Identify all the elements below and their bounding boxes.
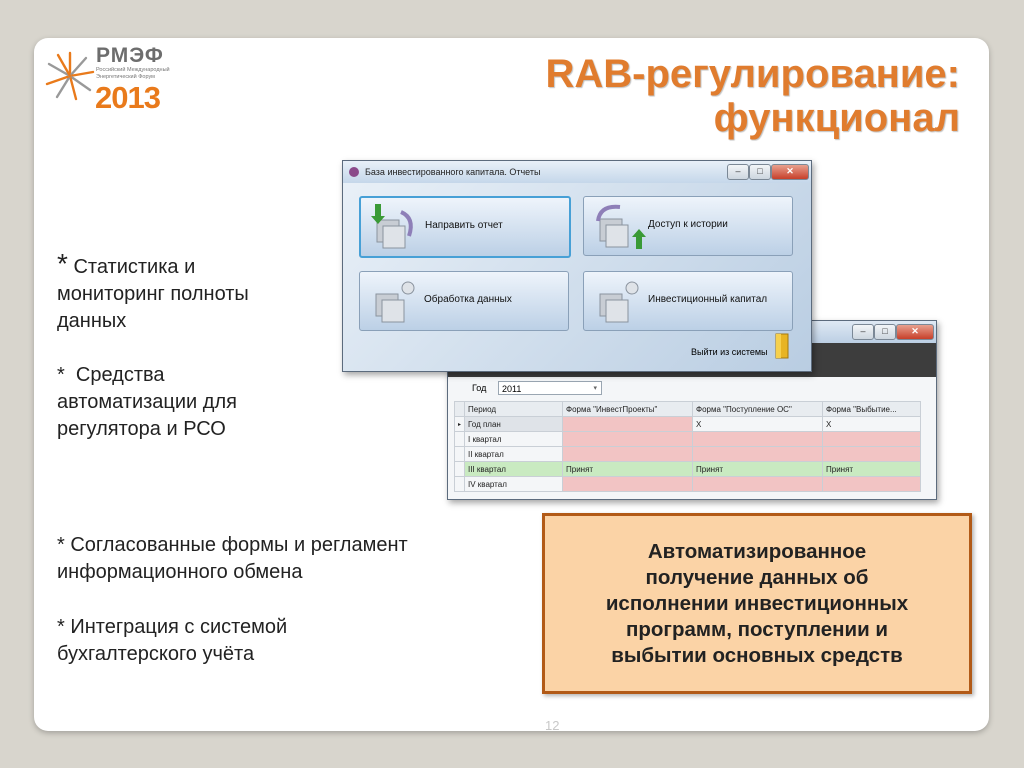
minimize-button[interactable]: –	[852, 324, 874, 340]
logo-name: РМЭФ	[96, 44, 164, 67]
grid-header-row	[455, 402, 921, 417]
year-select[interactable]	[498, 381, 602, 395]
bullet-marker: *	[57, 534, 65, 556]
rmef-logo	[44, 44, 184, 114]
send-report-button[interactable]	[359, 196, 571, 258]
data-processing-button[interactable]	[359, 271, 569, 331]
bullet-forms: * Согласованные формы и регламент информационного обмена	[57, 534, 408, 583]
tile-label: Инвестиционный капитал	[648, 294, 768, 305]
app-icon	[349, 167, 359, 177]
tile-label: Направить отчет	[425, 220, 503, 231]
year-label: Год	[472, 383, 487, 393]
maximize-button[interactable]: □	[874, 324, 896, 340]
exit-door-icon[interactable]	[775, 333, 789, 359]
bullet-automation: * Средства автоматизации для регулятора и РСО	[57, 364, 237, 440]
send-report-icon	[367, 202, 423, 252]
column-header[interactable]: Форма "Поступление ОС"	[693, 402, 823, 417]
invested-capital-button[interactable]	[583, 271, 793, 331]
reports-window-titlebar	[343, 161, 811, 183]
table-row[interactable]: I квартал	[455, 432, 921, 447]
table-row[interactable]: II квартал	[455, 447, 921, 462]
forms-grid	[454, 401, 921, 492]
reports-window-title: База инвестированного капитала. Отчеты	[365, 167, 541, 177]
bullet-marker: *	[57, 248, 68, 279]
history-access-button[interactable]	[583, 196, 793, 256]
logo-year: 2013	[95, 80, 160, 115]
table-row[interactable]: IV квартал	[455, 477, 921, 492]
tile-label: Доступ к истории	[648, 219, 728, 230]
tile-label: Обработка данных	[424, 294, 512, 305]
page-number: 12	[545, 718, 560, 733]
slide-title	[545, 52, 960, 140]
bullet-marker: *	[57, 364, 65, 386]
history-icon	[590, 201, 646, 251]
exit-label[interactable]: Выйти из системы	[691, 347, 768, 357]
title-line-1: RAB-регулирование:	[545, 52, 960, 96]
close-button[interactable]: ✕	[896, 324, 934, 340]
column-header[interactable]: Форма "ИнвестПроекты"	[563, 402, 693, 417]
table-row[interactable]: III квартал Принят Принят Принят	[455, 462, 921, 477]
callout-text: Автоматизированное получение данных об исполнении инвестиционных программ, поступлении и выбытии основных средств	[605, 539, 909, 667]
bullet-statistics: * Статистика и мониторинг полноты данных	[57, 248, 249, 332]
year-select-value: 2011	[502, 384, 522, 394]
data-processing-icon	[366, 276, 422, 326]
maximize-button[interactable]: □	[749, 164, 771, 180]
starburst-icon	[44, 50, 96, 102]
chevron-down-icon: ▾	[593, 385, 597, 392]
close-button[interactable]: ✕	[771, 164, 809, 180]
minimize-button[interactable]: –	[727, 164, 749, 180]
reports-window	[342, 160, 812, 372]
logo-subtitle-2: Энергетический Форум	[96, 74, 155, 80]
invested-capital-icon	[590, 276, 646, 326]
title-line-2: функционал	[713, 96, 960, 140]
bullet-integration: * Интеграция с системой бухгалтерского учёта	[57, 616, 288, 665]
logo-subtitle-1: Российский Международный	[96, 67, 170, 73]
table-row[interactable]: ▸ Год план X X	[455, 417, 921, 432]
row-selector-icon: ▸	[455, 417, 465, 432]
summary-callout	[542, 513, 972, 694]
column-header[interactable]: Форма "Выбытие...	[823, 402, 921, 417]
bullet-marker: *	[57, 616, 65, 638]
column-header[interactable]: Период	[465, 402, 563, 417]
